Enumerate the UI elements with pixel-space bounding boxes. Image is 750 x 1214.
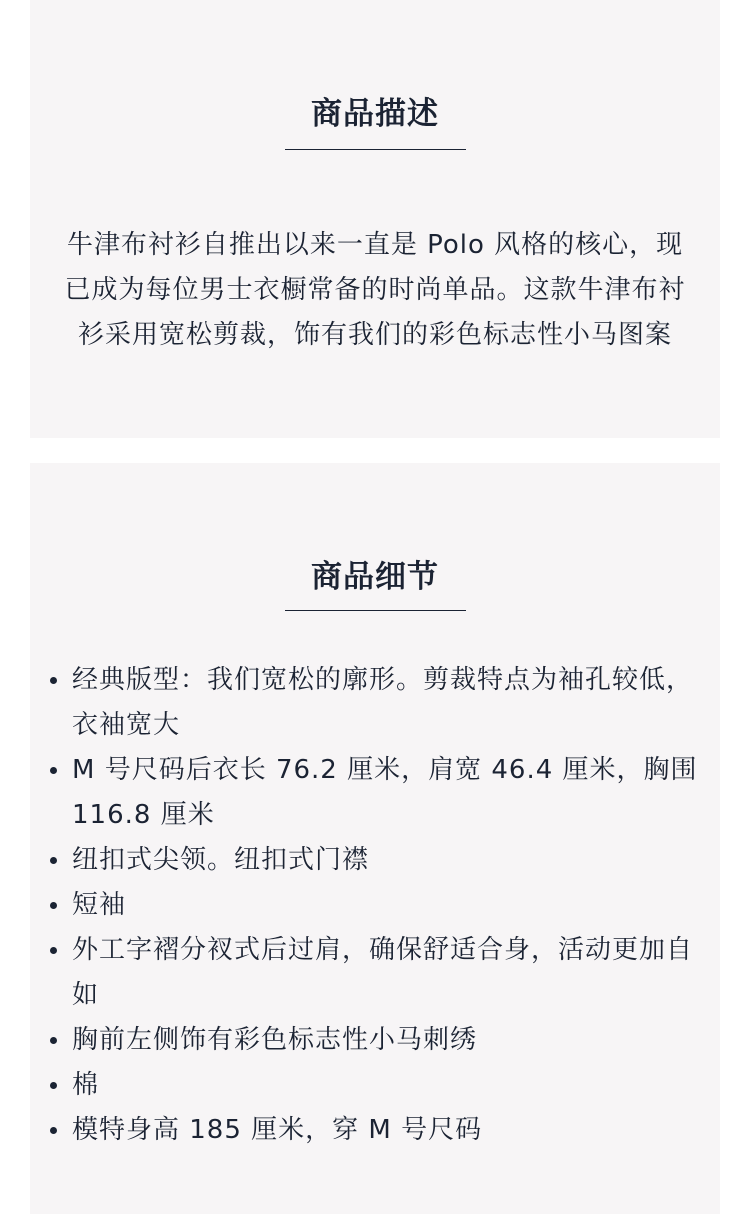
product-details-card xyxy=(30,463,720,1214)
detail-item-model xyxy=(72,1108,720,1153)
bullet-icon xyxy=(50,677,57,684)
bullet-icon xyxy=(50,902,57,909)
detail-item-material xyxy=(72,1063,720,1108)
detail-text: 胸前左侧饰有彩色标志性小马刺绣 xyxy=(72,1025,478,1055)
detail-item-yoke xyxy=(72,928,720,1018)
product-description-text: 牛津布衬衫自推出以来一直是 Polo 风格的核心，现已成为每位男士衣橱常备的时尚单品。这款牛津布衬衫采用宽松剪裁，饰有我们的彩色标志性小马图案 xyxy=(64,230,686,350)
product-description-title: 商品描述 xyxy=(311,95,439,132)
detail-text: 棉 xyxy=(72,1070,100,1100)
title-divider xyxy=(285,149,466,150)
product-details-list xyxy=(30,658,720,1153)
bullet-icon xyxy=(50,947,57,954)
bullet-icon xyxy=(50,767,57,774)
bullet-icon xyxy=(50,1082,57,1089)
detail-text: 模特身高 185 厘米，穿 M 号尺码 xyxy=(72,1115,483,1145)
detail-item-collar xyxy=(72,838,720,883)
product-details-title: 商品细节 xyxy=(311,558,439,595)
detail-text: M 号尺码后衣长 76.2 厘米，肩宽 46.4 厘米，胸围 116.8 厘米 xyxy=(72,755,698,830)
detail-item-fit xyxy=(72,658,720,748)
title-divider xyxy=(285,610,466,611)
detail-item-sleeve xyxy=(72,883,720,928)
product-description-card xyxy=(30,0,720,438)
detail-item-measurements xyxy=(72,748,720,838)
bullet-icon xyxy=(50,1127,57,1134)
detail-text: 经典版型：我们宽松的廓形。剪裁特点为袖孔较低，衣袖宽大 xyxy=(72,665,694,740)
bullet-icon xyxy=(50,1037,57,1044)
bullet-icon xyxy=(50,857,57,864)
detail-text: 短袖 xyxy=(72,890,127,920)
detail-item-embroidery xyxy=(72,1018,720,1063)
detail-text: 外工字褶分衩式后过肩，确保舒适合身，活动更加自如 xyxy=(72,935,694,1010)
detail-text: 纽扣式尖领。纽扣式门襟 xyxy=(72,845,370,875)
